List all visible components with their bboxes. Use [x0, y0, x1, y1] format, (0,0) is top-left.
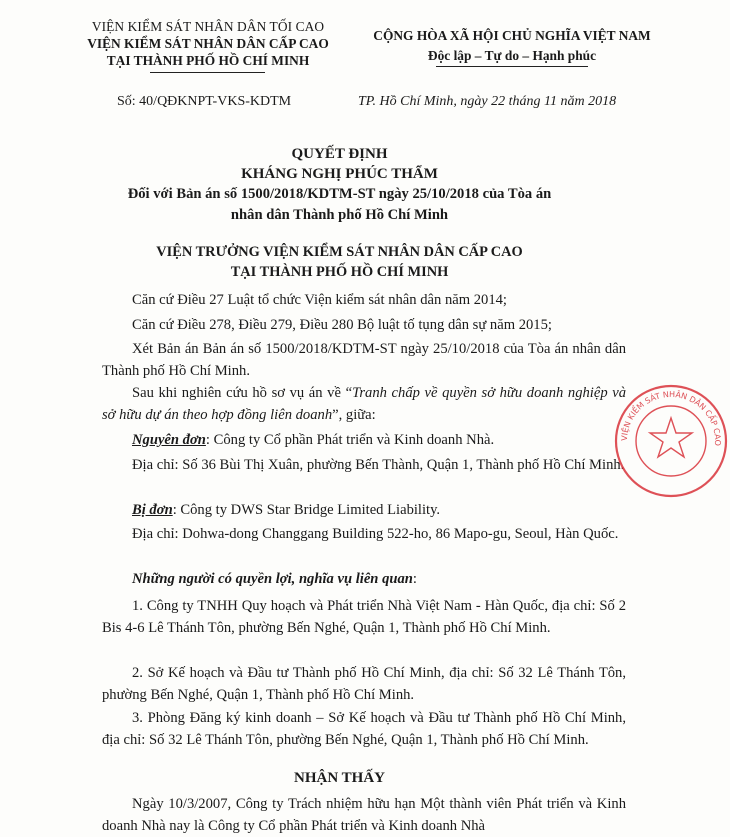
related-party-3: 3. Phòng Đăng ký kinh doanh – Sở Kế hoạch và Đầu tư Thành phố Hồ Chí Minh, địa chỉ: Số 32 Lê Thánh Tôn, phường Bến Nghé, Quận 1, Thành phố Hồ Chí Minh.: [102, 710, 626, 748]
agency-block: [58, 18, 358, 69]
related-heading-text: Những người có quyền lợi, nghĩa vụ liên quan: [132, 571, 413, 587]
authority-line-2: TẠI THÀNH PHỐ HỒ CHÍ MINH: [230, 264, 449, 280]
plaintiff-line: [132, 430, 494, 451]
defendant-address: Địa chỉ: Dohwa-dong Changgang Building 522-ho, 86 Mapo-gu, Seoul, Hàn Quốc.: [132, 526, 619, 542]
basis-item-3: Xét Bản án Bản án số 1500/2018/KDTM-ST ngày 25/10/2018 của Tòa án nhân dân Thành phố Hồ Chí Minh.: [102, 341, 626, 379]
case-subject: Tranh chấp về quyền sở hữu doanh nghiệp và sở hữu dự án theo hợp đồng liên doanh: [102, 385, 626, 423]
plaintiff-address: Địa chỉ: Số 36 Bùi Thị Xuân, phường Bến Thành, Quận 1, Thành phố Hồ Chí Minh.: [132, 457, 625, 473]
case-intro-suffix: ”, giữa:: [332, 406, 376, 423]
plaintiff-label: Nguyên đơn: [132, 432, 206, 448]
plaintiff-name: : Công ty Cổ phần Phát triển và Kinh doanh Nhà.: [205, 432, 495, 448]
decision-subtitle: KHÁNG NGHỊ PHÚC THẨM: [241, 166, 438, 182]
authority-line-1: VIỆN TRƯỞNG VIỆN KIỂM SÁT NHÂN DÂN CẤP CAO: [156, 244, 523, 260]
motto-underline: [436, 66, 588, 67]
seal-ring-text: VIỆN KIỂM SÁT NHÂN DÂN CẤP CAO: [619, 389, 723, 447]
document-number: Số: 40/QĐKNPT-VKS-KDTM: [117, 94, 292, 109]
basis-item-2: Căn cứ Điều 278, Điều 279, Điều 280 Bộ luật tố tụng dân sự năm 2015;: [132, 317, 552, 333]
defendant-name: : Công ty DWS Star Bridge Limited Liability.: [172, 502, 441, 518]
judgment-reference-line-2: nhân dân Thành phố Hồ Chí Minh: [230, 207, 449, 223]
decision-title: QUYẾT ĐỊNH: [291, 146, 388, 162]
related-party-2: 2. Sở Kế hoạch và Đầu tư Thành phố Hồ Chí Minh, địa chỉ: Số 32 Lê Thánh Tôn, phường Bến Nghé, Quận 1, Thành phố Hồ Chí Minh.: [102, 665, 626, 703]
defendant-label: Bị đơn: [132, 502, 173, 518]
nation-line-1: CỘNG HÒA XÃ HỘI CHỦ NGHĨA VIỆT NAM: [373, 28, 651, 43]
agency-line-1: VIỆN KIỂM SÁT NHÂN DÂN TỐI CAO: [91, 19, 325, 34]
agency-underline: [150, 72, 265, 73]
national-motto-block: [356, 26, 668, 66]
place-date: TP. Hồ Chí Minh, ngày 22 tháng 11 năm 2018: [358, 94, 617, 109]
related-party-1: 1. Công ty TNHH Quy hoạch và Phát triển Nhà Việt Nam - Hàn Quốc, địa chỉ: Số 2 Bis 4-6 Lê Thánh Tôn, phường Bến Nghé, Quận 1, Thành phố Hồ Chí Minh.: [102, 598, 626, 636]
findings-heading: NHẬN THẤY: [294, 770, 385, 786]
defendant-line: [132, 500, 440, 521]
agency-line-3: TẠI THÀNH PHỐ HỒ CHÍ MINH: [106, 53, 310, 68]
case-intro-prefix: Sau khi nghiên cứu hồ sơ vụ án về “: [132, 385, 353, 401]
official-seal-icon: [612, 382, 730, 500]
nation-line-2: Độc lập – Tự do – Hạnh phúc: [427, 48, 597, 63]
judgment-reference-line-1: Đối với Bản án số 1500/2018/KDTM-ST ngày 25/10/2018 của Tòa án: [127, 186, 552, 202]
agency-line-2: VIỆN KIỂM SÁT NHÂN DÂN CẤP CAO: [87, 36, 329, 51]
case-intro: [102, 383, 626, 426]
basis-item-1: Căn cứ Điều 27 Luật tổ chức Viện kiểm sát nhân dân năm 2014;: [132, 292, 507, 308]
related-parties-heading: [132, 569, 417, 590]
related-heading-colon: :: [412, 571, 417, 587]
findings-paragraph: Ngày 10/3/2007, Công ty Trách nhiệm hữu hạn Một thành viên Phát triển và Kinh doanh Nhà nay là Công ty Cổ phần Phát triển và Kinh doanh Nhà: [102, 796, 626, 834]
